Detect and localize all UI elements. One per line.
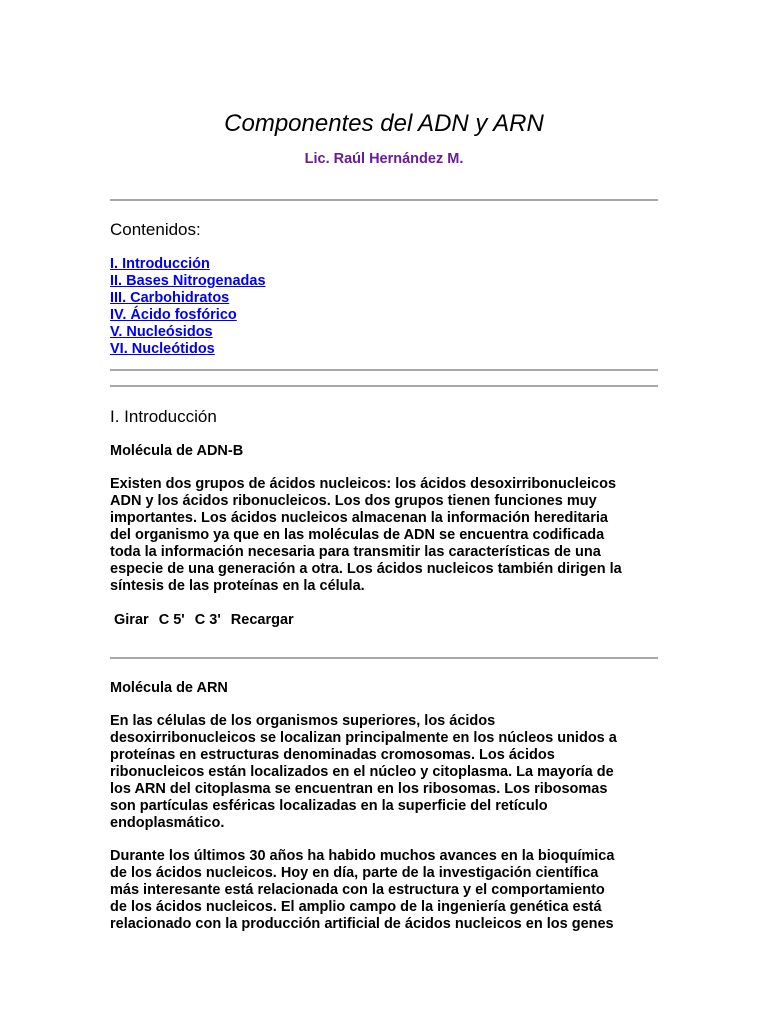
intro-paragraph: Existen dos grupos de ácidos nucleicos: los ácidos desoxirribonucleicos ADN y los ácidos ribonucleicos. Los dos grupos tienen funciones muy importantes. Los ácidos nucleicos almacenan la información hereditaria del organismo ya que en las moléculas de ADN se encuentra codificada toda la información necesaria para transmitir las características de una especie de una generación a otra. Los ácidos nucleicos también dirigen la síntesis de las proteínas en la célula. — [110, 476, 622, 594]
subheading-adn-b: Molécula de ADN-B — [110, 443, 244, 459]
toc-link-bases-nitrogenadas[interactable]: II. Bases Nitrogenadas — [110, 273, 266, 289]
toc-link-nucleotidos[interactable]: VI. Nucleótidos — [110, 341, 215, 357]
recargar-button[interactable]: Recargar — [230, 612, 294, 628]
toc-item[interactable] — [110, 307, 266, 324]
divider — [110, 657, 658, 659]
toc-item[interactable] — [110, 324, 266, 341]
arn-paragraph-2: Durante los últimos 30 años ha habido muchos avances en la bioquímica de los ácidos nucleicos. Hoy en día, parte de la investigación científica más interesante está relacionada con la estructura y el comportamiento de los ácidos nucleicos. El amplio campo de la ingeniería genética está relacionado con la producción artificial de ácidos nucleicos en los genes — [110, 848, 615, 932]
molecule-controls — [114, 612, 300, 628]
page-title: Componentes del ADN y ARN — [224, 110, 544, 137]
divider — [110, 369, 658, 371]
c3-button[interactable]: C 3' — [194, 612, 221, 628]
toc-item[interactable] — [110, 273, 266, 290]
c5-button[interactable]: C 5' — [158, 612, 185, 628]
toc-item[interactable] — [110, 256, 266, 273]
table-of-contents — [110, 256, 266, 358]
divider — [110, 385, 658, 387]
section-heading-introduccion: I. Introducción — [110, 407, 217, 426]
toc-item[interactable] — [110, 341, 266, 358]
toc-item[interactable] — [110, 290, 266, 307]
arn-paragraph-1: En las células de los organismos superiores, los ácidos desoxirribonucleicos se localizan principalmente en los núcleos unidos a proteínas en estructuras denominadas cromosomas. Los ácidos ribonucleicos están localizados en el núcleo y citoplasma. La mayoría de los ARN del citoplasma se encuentran en los ribosomas. Los ribosomas son partículas esféricas localizadas en la superficie del retículo endoplasmático. — [110, 713, 617, 831]
divider — [110, 199, 658, 201]
toc-link-carbohidratos[interactable]: III. Carbohidratos — [110, 290, 230, 306]
toc-link-acido-fosforico[interactable]: IV. Ácido fosfórico — [110, 307, 237, 323]
author-name: Lic. Raúl Hernández M. — [304, 151, 464, 167]
toc-link-nucleosidos[interactable]: V. Nucleósidos — [110, 324, 213, 340]
girar-button[interactable]: Girar — [114, 612, 149, 628]
contents-heading: Contenidos: — [110, 220, 201, 239]
subheading-arn: Molécula de ARN — [110, 680, 228, 696]
toc-link-introduccion[interactable]: I. Introducción — [110, 256, 210, 272]
